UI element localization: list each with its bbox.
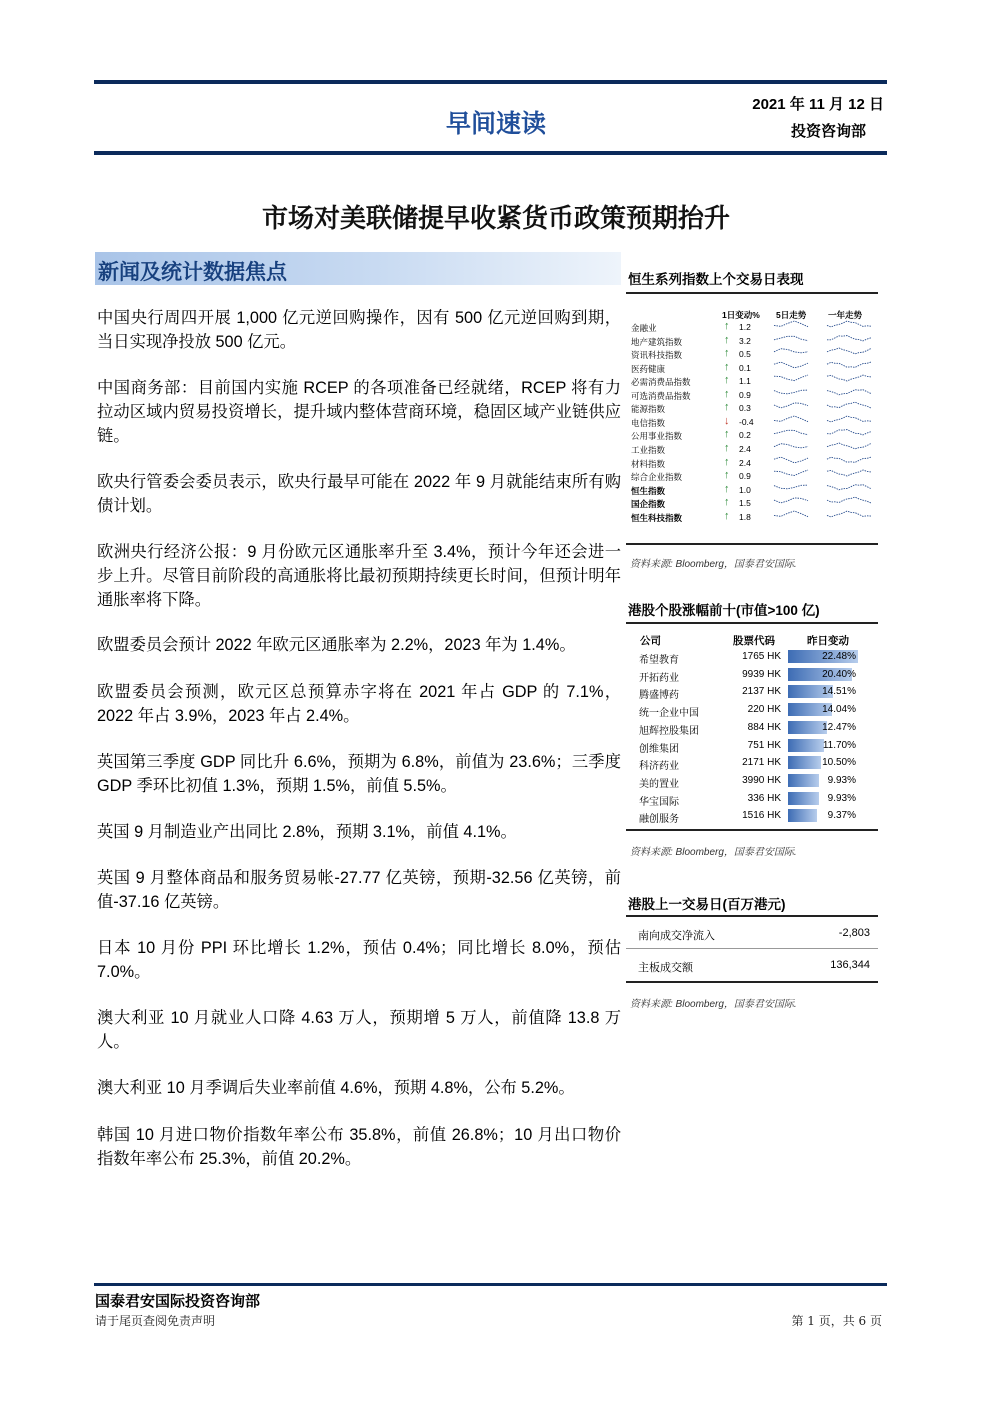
index-change: 2.4 [739,457,751,468]
index-change: 1.2 [739,322,751,332]
sparkline-1y [826,414,872,424]
index-name: 综合企业指数 [631,472,683,483]
gainers-col-change: 昨日变动 [807,635,849,647]
sparkline-5d [773,509,809,519]
arrow-up-icon: ↑ [724,333,730,346]
report-date: 2021 年 11 月 12 日 [752,96,884,113]
flow-row-divider [626,948,878,949]
index-name: 可选消费品指数 [631,390,691,401]
company-name: 旭辉控股集团 [639,725,699,737]
change-bar [788,756,821,769]
change-bar [788,721,827,734]
index-change: 1.1 [739,376,751,387]
change-percent: 20.40% [822,668,856,680]
sparkline-1y [826,482,872,492]
stock-code: 751 HK [747,739,781,751]
sparkline-1y [826,441,872,451]
sparkline-5d [773,414,809,424]
change-bar [788,774,819,787]
index-change: 0.1 [739,362,751,373]
arrow-up-icon: ↑ [724,387,730,400]
arrow-down-icon: ↓ [724,414,730,427]
flow-top-rule [626,915,878,917]
stock-code: 2171 HK [742,757,781,769]
sparkline-1y [826,387,872,397]
table-row [636,667,876,685]
index-name: 国企指数 [631,499,666,510]
company-name: 融创服务 [639,814,679,826]
sparkline-5d [773,455,809,465]
news-item: 澳大利亚 10 月就业人口降 4.63 万人，预期增 5 万人，前值降 13.8 万人。 [97,1009,621,1051]
hsi-panel-title: 恒生系列指数上个交易日表现 [628,272,804,287]
arrow-up-icon: ↑ [724,509,730,522]
page-number: 第 1 页，共 6 页 [791,1314,882,1328]
news-item: 中国央行周四开展 1,000 亿元逆回购操作，因有 500 亿元逆回购到期，当日实现净投放 500 亿元。 [97,309,621,351]
company-name: 腾盛博药 [639,690,679,702]
stock-code: 9939 HK [742,668,781,680]
arrow-up-icon: ↑ [724,401,730,414]
index-change: 0.3 [739,403,751,414]
arrow-up-icon: ↑ [724,428,730,441]
flow-title: 港股上一交易日(百万港元) [628,897,786,912]
news-item: 欧盟委员会预测，欧元区总预算赤字将在 2021 年占 GDP 的 7.1%，2022 年占 3.9%，2023 年占 2.4%。 [97,683,621,725]
news-item: 中国商务部：目前国内实施 RCEP 的各项准备已经就绪，RCEP 将有力拉动区域内贸易投资增长，提升域内整体营商环境，稳固区域产业链供应链。 [97,379,621,445]
change-percent: 9.93% [827,792,856,804]
index-change: 1.0 [739,484,751,495]
change-bar [788,739,824,752]
change-bar [788,792,819,805]
index-change: 1.5 [739,498,751,509]
sparkline-5d [773,333,809,343]
index-name: 医药健康 [631,363,666,374]
company-name: 科济药业 [639,761,679,773]
change-percent: 11.70% [822,739,856,751]
stock-code: 336 HK [747,792,781,804]
news-item: 日本 10 月份 PPI 环比增长 1.2%，预估 0.4%；同比增长 8.0%，预估 7.0%。 [97,939,621,981]
stock-code: 3990 HK [742,774,781,786]
table-row [631,509,876,526]
gainers-col-code: 股票代码 [733,635,775,647]
arrow-up-icon: ↑ [724,469,730,482]
news-item: 英国 9 月制造业产出同比 2.8%，预期 3.1%，前值 4.1%。 [97,823,517,841]
arrow-up-icon: ↑ [724,374,730,387]
news-item: 欧盟委员会预计 2022 年欧元区通胀率为 2.2%，2023 年为 1.4%。 [97,636,576,654]
sparkline-5d [773,373,809,383]
change-percent: 12.47% [822,721,856,733]
table-row [636,791,876,809]
hsi-panel-top-rule [626,292,878,294]
sparkline-1y [826,509,872,519]
index-name: 地产建筑指数 [631,336,683,347]
flow-value: -2,803 [838,927,870,939]
change-percent: 14.04% [822,704,856,716]
arrow-up-icon: ↑ [724,455,730,468]
table-row [636,684,876,702]
change-bar [788,809,817,822]
hsi-panel-bottom-rule [626,543,878,545]
sparkline-1y [826,333,872,343]
stock-code: 220 HK [747,704,781,716]
footer-rule [94,1283,887,1286]
company-name: 统一企业中国 [639,708,699,720]
page-title: 市场对美联储提早收紧货币政策预期抬升 [261,203,730,233]
arrow-up-icon: ↑ [724,441,730,454]
company-name: 创维集团 [639,743,679,755]
index-name: 恒生指数 [631,485,666,496]
sparkline-5d [773,346,809,356]
news-item: 欧洲央行经济公报：9 月份欧元区通胀率升至 3.4%，预计今年还会进一步上升。尽管目前阶段的高通胀将比最初预期持续更长时间，但预计明年通胀率将下降。 [97,543,621,609]
table-row [628,950,878,981]
table-row [628,918,878,949]
flow-label: 主板成交额 [638,962,693,974]
gainers-top-rule [626,622,878,624]
company-name: 华宝国际 [639,796,679,808]
stock-code: 1516 HK [742,810,781,822]
index-change: -0.4 [739,416,754,427]
news-item: 欧央行管委会委员表示，欧央行最早可能在 2022 年 9 月就能结束所有购债计划。 [97,473,621,515]
table-row [636,702,876,720]
section-title: 新闻及统计数据焦点 [98,261,287,284]
company-name: 希望教育 [639,655,679,666]
index-name: 能源指数 [631,404,666,415]
arrow-up-icon: ↑ [724,482,730,495]
table-row [636,755,876,773]
hsi-col-1y: 一年走势 [828,310,863,320]
sparkline-1y [826,468,872,478]
header-top-rule [94,80,887,84]
sparkline-5d [773,400,809,410]
index-name: 电信指数 [631,417,666,428]
change-percent: 9.37% [827,810,856,822]
news-item: 澳大利亚 10 月季调后失业率前值 4.6%，预期 4.8%，公布 5.2%。 [97,1079,575,1097]
table-row [636,720,876,738]
sparkline-1y [826,400,872,410]
index-name: 必需消费品指数 [631,377,691,388]
arrow-up-icon: ↑ [724,496,730,509]
change-percent: 9.93% [827,774,856,786]
sparkline-5d [773,482,809,492]
gainers-source: 资料来源: Bloomberg，国泰君安国际. [630,847,797,858]
arrow-up-icon: ↑ [724,360,730,373]
index-name: 公用事业指数 [631,431,683,442]
flow-value: 136,344 [830,959,870,971]
index-change: 0.5 [739,349,751,360]
sparkline-5d [773,319,809,329]
table-row [636,773,876,791]
company-name: 开拓药业 [639,672,679,684]
sparkline-5d [773,360,809,370]
hsi-col-5d: 5日走势 [776,310,807,320]
company-name: 美的置业 [639,778,679,790]
index-change: 3.2 [739,335,751,346]
brand-title: 早间速读 [445,110,546,138]
sparkline-1y [826,360,872,370]
sparkline-1y [826,319,872,329]
index-change: 2.4 [739,443,751,454]
stock-code: 2137 HK [742,686,781,698]
news-item: 英国第三季度 GDP 同比升 6.6%，预期为 6.8%，前值为 23.6%；三季度 GDP 季环比初值 1.3%，预期 1.5%，前值 5.5%。 [97,753,621,795]
change-percent: 10.50% [822,757,856,769]
gainers-bottom-rule [626,829,878,831]
index-name: 金融业 [631,323,657,333]
table-row [636,649,876,667]
change-percent: 14.51% [822,686,856,698]
index-change: 1.8 [739,511,751,522]
index-change: 0.9 [739,389,751,400]
change-percent: 22.48% [822,651,856,662]
footer-disclaimer: 请于尾页查阅免责声明 [95,1314,216,1328]
sparkline-1y [826,346,872,356]
hsi-source: 资料来源: Bloomberg，国泰君安国际. [630,559,797,570]
department: 投资咨询部 [790,123,866,140]
news-item: 韩国 10 月进口物价指数年率公布 35.8%，前值 26.8%；10 月出口物价指数年率公布 25.3%，前值 20.2%。 [97,1126,621,1168]
sparkline-1y [826,455,872,465]
index-name: 材料指数 [631,458,666,469]
sparkline-5d [773,468,809,478]
hsi-col-change: 1日变动% [722,310,760,320]
header-bottom-rule [94,151,887,155]
index-name: 恒生科技指数 [631,512,683,523]
flow-label: 南向成交净流入 [638,930,715,942]
sparkline-5d [773,387,809,397]
sparkline-5d [773,427,809,437]
index-change: 0.2 [739,430,751,441]
sparkline-1y [826,373,872,383]
index-change: 0.9 [739,471,751,482]
stock-code: 1765 HK [742,651,781,662]
table-row [636,808,876,826]
arrow-up-icon: ↑ [724,320,730,332]
footer-company: 国泰君安国际投资咨询部 [95,1293,261,1310]
sparkline-5d [773,441,809,451]
gainers-col-company: 公司 [640,635,661,647]
sparkline-5d [773,495,809,505]
gainers-title: 港股个股涨幅前十(市值>100 亿) [628,603,820,618]
arrow-up-icon: ↑ [724,347,730,360]
sparkline-1y [826,495,872,505]
sparkline-1y [826,427,872,437]
table-row [636,738,876,756]
index-name: 工业指数 [631,444,666,455]
index-name: 资讯科技指数 [631,350,683,361]
stock-code: 884 HK [747,721,781,733]
flow-bottom-rule [626,981,878,983]
news-item: 英国 9 月整体商品和服务贸易帐-27.77 亿英镑，预期-32.56 亿英镑，前值-37.16 亿英镑。 [97,869,621,911]
flow-source: 资料来源: Bloomberg，国泰君安国际. [630,999,797,1010]
